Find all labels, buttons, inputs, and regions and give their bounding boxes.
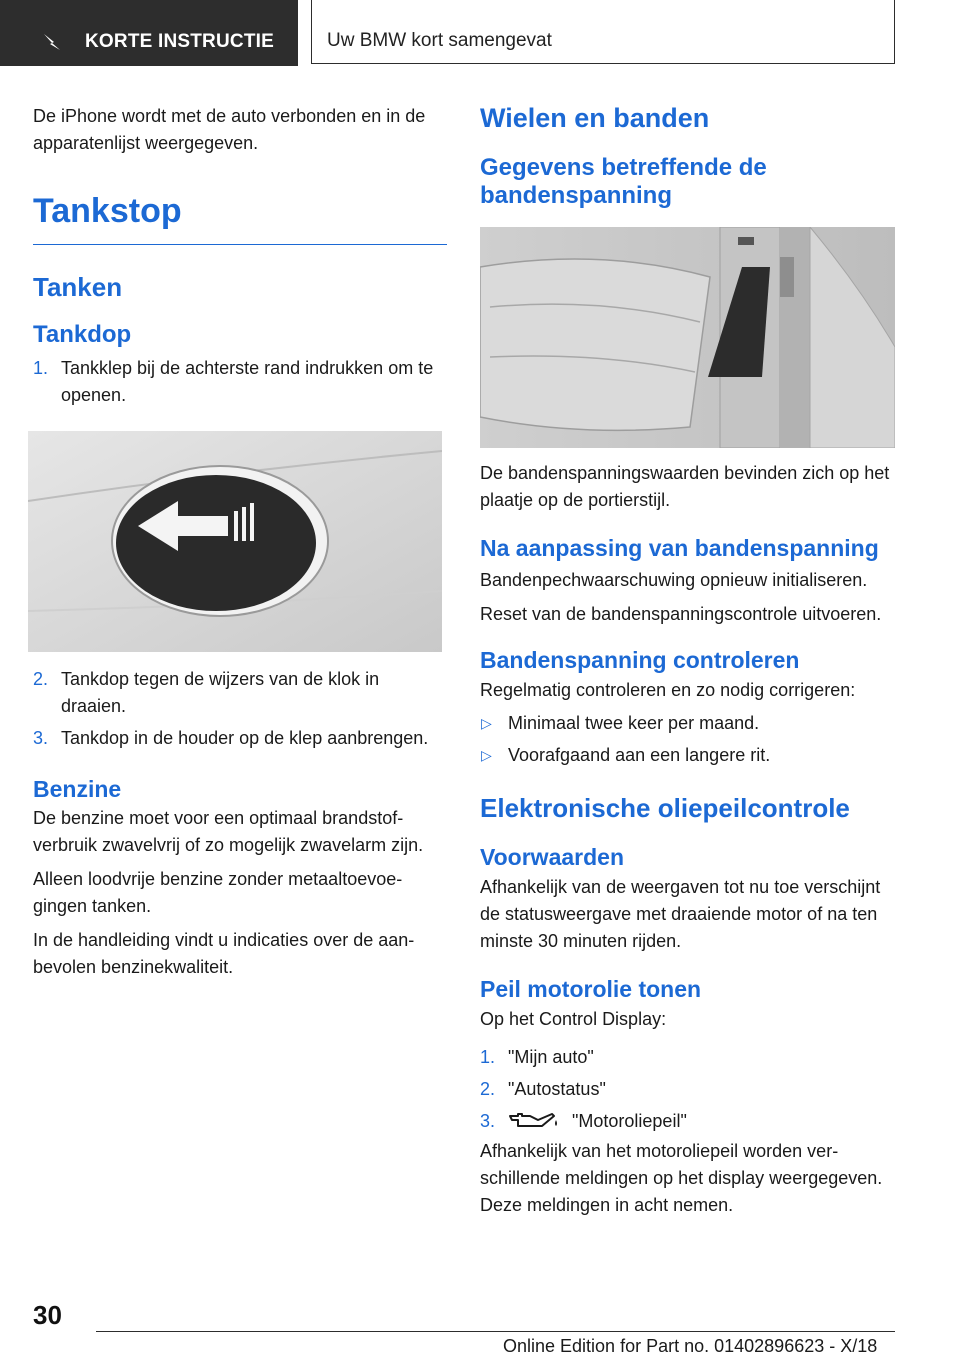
tankdop-steps-1	[33, 355, 447, 409]
list-item	[480, 1044, 895, 1071]
list-item	[480, 710, 895, 737]
section-tab-label: KORTE INSTRUCTIE	[85, 31, 274, 52]
door-pillar-image	[480, 227, 895, 448]
left-column	[33, 100, 447, 981]
heading-elektronische-oliepeilcontrole: Elektronische oliepeilcontrole	[480, 793, 850, 823]
heading-benzine: Benzine	[33, 776, 122, 802]
peil-paragraph: Op het Control Display:	[480, 1009, 667, 1029]
step-text: "Motoroliepeil"	[572, 1111, 687, 1131]
heading-tankdop: Tankdop	[33, 321, 132, 348]
benzine-paragraph-1: De benzine moet voor een optimaal brandstofverbruik zwavelvrij of zo mogelijk zwavelarm zijn.	[33, 808, 424, 855]
step-text: "Mijn auto"	[508, 1047, 594, 1067]
afhankelijk-paragraph: Afhankelijk van het motoroliepeil worden verschillende meldingen op het display weergegeven. Deze meldingen in acht nemen.	[480, 1141, 883, 1215]
footer-edition: Online Edition for Part no. 01402896623 - X/18	[503, 1336, 878, 1356]
step-number: 2.	[480, 1079, 496, 1099]
voorwaarden-paragraph: Afhankelijk van de weergaven tot nu toe verschijnt de statusweergave met draaiende motor of na ten minste 30 minuten rijden.	[480, 877, 881, 951]
chapter-tab	[311, 0, 895, 64]
list-item	[480, 1108, 895, 1135]
chapter-title: Uw BMW kort samengevat	[327, 30, 552, 51]
list-item	[33, 725, 447, 752]
tankdop-steps-2	[33, 666, 447, 752]
na-aanpassing-paragraph-1: Bandenpechwaarschuwing opnieuw initialiseren.	[480, 570, 868, 590]
triangle-bullet-icon: ▷	[481, 747, 492, 763]
list-item	[480, 742, 895, 769]
heading-tanken: Tanken	[33, 272, 123, 302]
page-number: 30	[33, 1300, 62, 1330]
bullet-text: Voorafgaand aan een langere rit.	[508, 745, 771, 765]
right-column	[480, 100, 895, 1219]
heading-rule	[33, 244, 447, 245]
heading-tankstop: Tankstop	[33, 192, 182, 230]
step-number: 2.	[33, 669, 49, 689]
page-header	[0, 0, 960, 66]
door-pillar-illustration	[480, 227, 895, 448]
plaatje-paragraph: De bandenspanningswaarden bevinden zich op het plaatje op de portierstijl.	[480, 463, 890, 510]
list-item	[33, 355, 447, 409]
step-number: 3.	[480, 1111, 496, 1131]
heading-wielen-en-banden: Wielen en banden	[480, 103, 710, 133]
na-aanpassing-paragraph-2: Reset van de bandenspanningscontrole uitvoeren.	[480, 604, 882, 624]
step-number: 1.	[480, 1047, 496, 1067]
benzine-paragraph-3: In de handleiding vindt u indicaties over de aanbevolen benzinekwaliteit.	[33, 930, 415, 977]
step-number: 1.	[33, 358, 49, 378]
fuel-flap-illustration	[28, 431, 442, 652]
fuel-flap-image	[28, 431, 442, 652]
step-text: Tankklep bij de achterste rand indrukken om te openen.	[61, 358, 434, 405]
heading-na-aanpassing: Na aanpassing van bandenspanning	[480, 535, 879, 561]
benzine-paragraph-2: Alleen loodvrije benzine zonder metaaltoevoegingen tanken.	[33, 869, 403, 916]
list-item	[33, 666, 447, 720]
heading-gegevens-bandenspanning: Gegevens betreffende de bandenspanning	[480, 154, 767, 209]
oil-can-icon	[508, 1110, 562, 1130]
control-display-steps	[480, 1044, 895, 1135]
heading-peil-motorolie: Peil motorolie tonen	[480, 976, 702, 1002]
heading-voorwaarden: Voorwaarden	[480, 844, 624, 870]
section-tab	[0, 0, 298, 66]
footer-rule	[96, 1331, 895, 1332]
step-text: Tankdop in de houder op de klep aanbrengen.	[61, 728, 429, 748]
heading-bandenspanning-controleren: Bandenspanning controleren	[480, 647, 800, 673]
step-text: "Autostatus"	[508, 1079, 606, 1099]
step-number: 3.	[33, 728, 49, 748]
step-text: Tankdop tegen de wijzers van de klok in draaien.	[61, 669, 380, 716]
intro-paragraph: De iPhone wordt met de auto verbonden en in de apparatenlijst weergegeven.	[33, 106, 426, 153]
bolt-icon	[42, 32, 64, 52]
triangle-bullet-icon: ▷	[481, 715, 492, 731]
controleren-paragraph: Regelmatig controleren en zo nodig corrigeren:	[480, 680, 856, 700]
controleren-bullets	[480, 710, 895, 769]
bullet-text: Minimaal twee keer per maand.	[508, 713, 760, 733]
list-item	[480, 1076, 895, 1103]
